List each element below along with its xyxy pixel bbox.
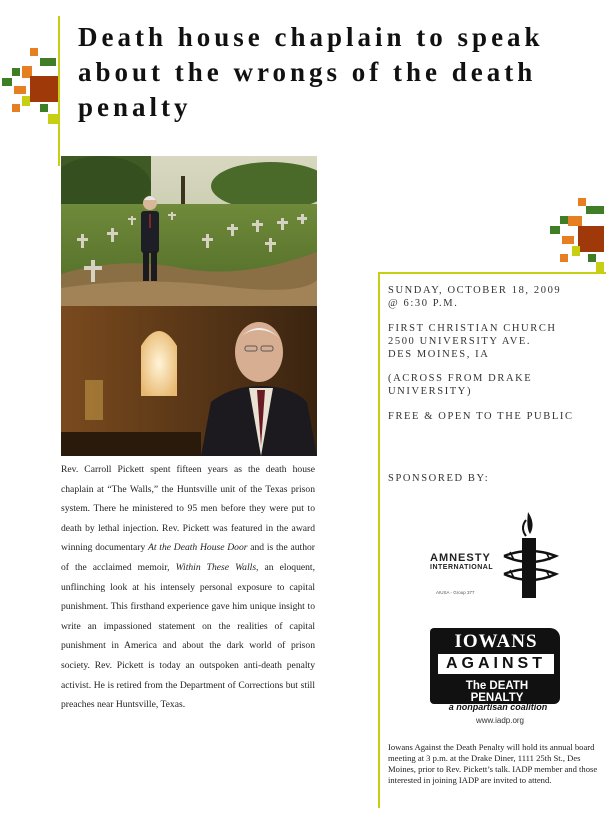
iadp-logo xyxy=(430,628,564,724)
event-time: @ 6:30 P.M. xyxy=(388,298,459,309)
amnesty-group: AIUSA - Group 377 xyxy=(436,590,475,595)
amnesty-name: AMNESTY xyxy=(430,552,491,564)
bio-part-3: , an eloquent, unflinching look at his intensely personal exposure to capital punishment. This firsthand experience gave him unique insight to write an impassioned statement on the realities of capital punishment in America and about the dark world of prison society. Rev. Pickett is today an outspoken anti-death penalty activist. He is retired from the Department of Corrections but still preaches near Huntsville, Texas. xyxy=(61,561,315,711)
bio-part-1: Rev. Carroll Pickett spent fifteen years as the death house chaplain at “The Walls,” the Huntsville unit of the Texas prison system. There he ministered to 95 men before they were put to death by lethal injection. Rev. Pickett was featured in the award winning documentary xyxy=(61,464,315,554)
event-admission: FREE & OPEN TO THE PUBLIC xyxy=(388,411,574,422)
title-rule-vertical xyxy=(58,16,60,166)
photo-cemetery xyxy=(61,156,317,306)
candle-barbed-wire-icon xyxy=(500,510,560,602)
event-location-note: (ACROSS FROM DRAKE UNIVERSITY) xyxy=(388,373,533,397)
bio-part-2: and is the author of the acclaimed memoir, xyxy=(61,542,315,573)
amnesty-subname: INTERNATIONAL xyxy=(430,564,494,571)
sponsored-by-label: SPONSORED BY: xyxy=(388,473,490,484)
iadp-iowans: IOWANS xyxy=(454,631,538,652)
event-date: SUNDAY, OCTOBER 18, 2009 xyxy=(388,285,562,296)
book-title: Within These Walls xyxy=(175,561,257,573)
iadp-death-penalty: The DEATH PENALTY xyxy=(465,680,529,704)
event-city: DES MOINES, IA xyxy=(388,349,490,360)
event-street: 2500 UNIVERSITY AVE. xyxy=(388,336,532,347)
event-rule-horizontal xyxy=(378,272,606,274)
speaker-bio xyxy=(61,460,315,715)
photo-portrait xyxy=(61,306,317,456)
film-title: At the Death House Door xyxy=(148,542,248,554)
portrait-illustration xyxy=(61,306,317,456)
iadp-tagline: a nonpartisan coalition xyxy=(448,702,548,712)
amnesty-logo xyxy=(428,510,568,605)
headline: Death house chaplain to speak about the wrongs of the death penalty xyxy=(78,22,544,122)
event-venue: FIRST CHRISTIAN CHURCH xyxy=(388,323,557,334)
event-rule-vertical xyxy=(378,272,380,808)
iadp-against: AGAINST xyxy=(438,654,554,674)
cemetery-illustration xyxy=(61,156,317,306)
iadp-url: www.iadp.org xyxy=(475,716,525,725)
board-meeting-notice: Iowans Against the Death Penalty will hold its annual board meeting at 3 p.m. at the Drake Diner, 1111 25th St., Des Moines, prior to Rev. Pickett’s talk. IADP member and those interested in joining IADP are invited to attend. xyxy=(388,742,598,785)
